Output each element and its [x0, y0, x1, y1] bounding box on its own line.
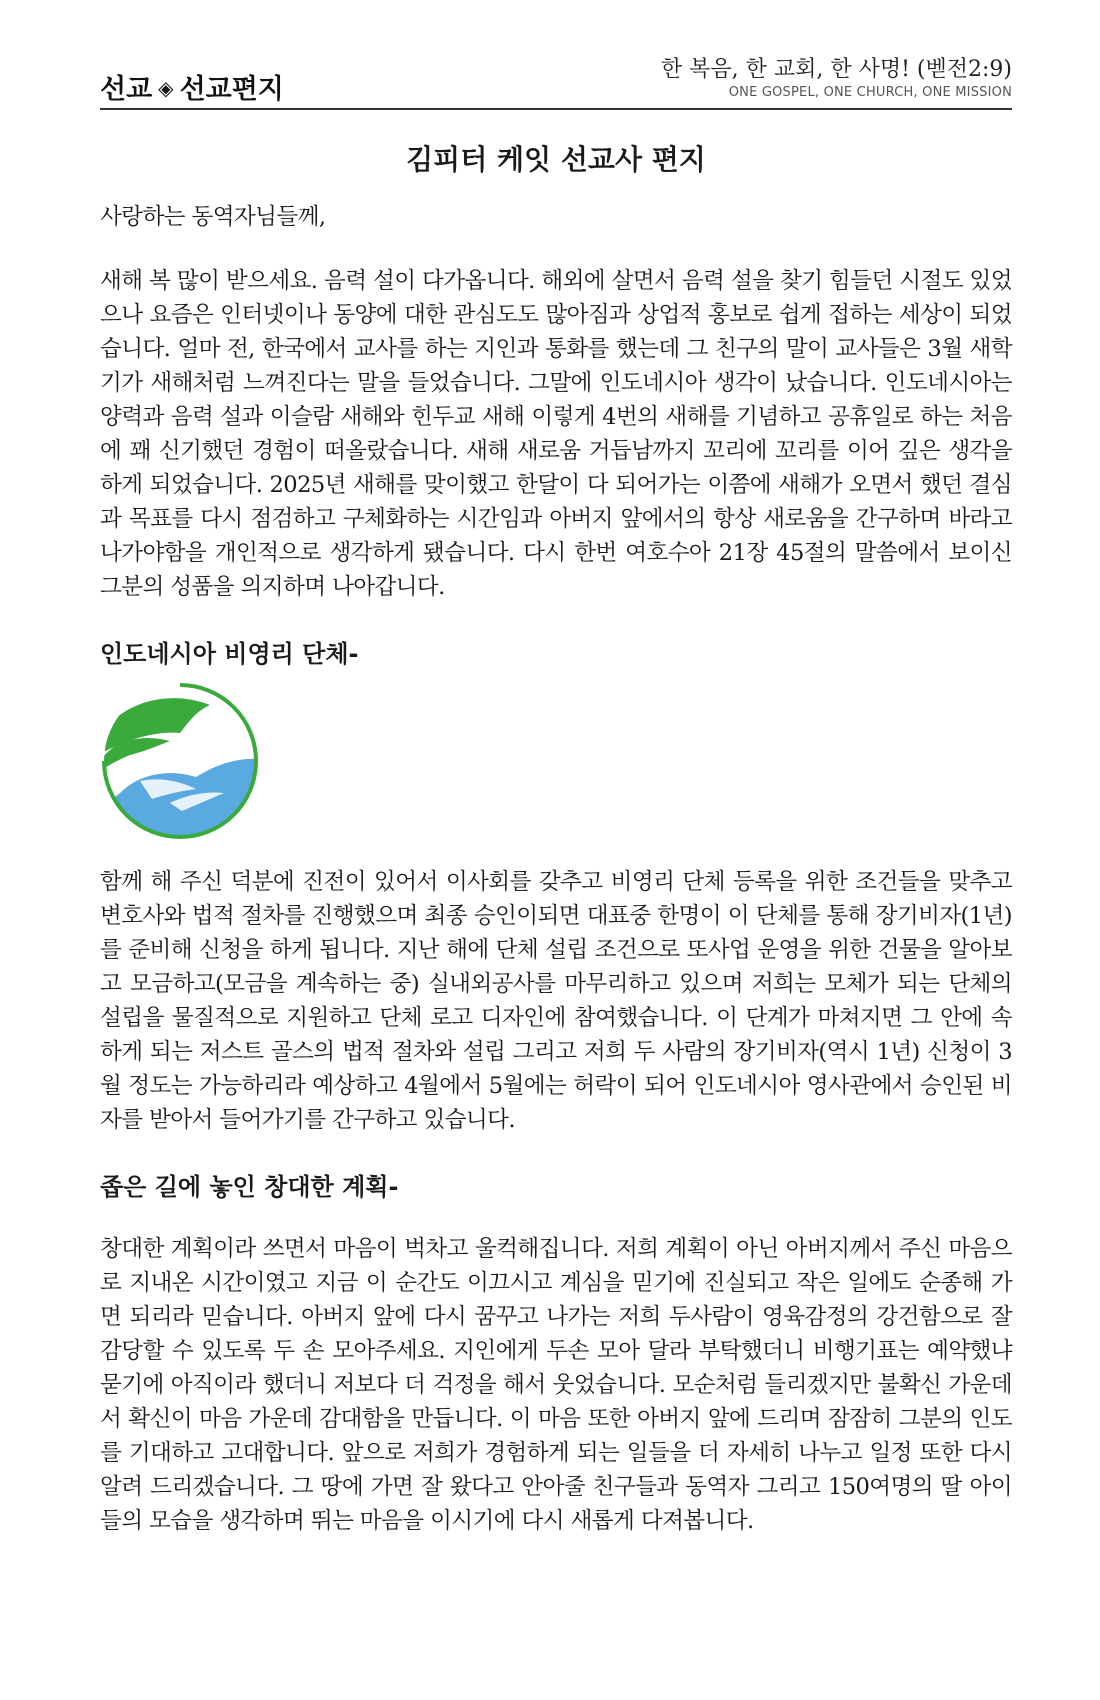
- header-divider: [100, 108, 1012, 110]
- section1-body: 함께 해 주신 덕분에 진전이 있어서 이사회를 갖추고 비영리 단체 등록을 위한 조건들을 맞추고 변호사와 법적 절차를 진행했으며 최종 승인이되면 대표중 한명이 이 단체를 통해 장기비자(1년)를 준비해 신청을 하게 됩니다. 지난 해에 단체 설립 조건으로 또사업 운영을 위한 건물을 알아보고 모금하고(모금을 계속하는 중) 실내외공사를 마무리하고 있으며 저희는 모체가 되는 단체의 설립을 물질적으로 지원하고 단체 로고 디자인에 참여했습니다. 이 단계가 마쳐지면 그 안에 속하게 되는 저스트 골스의 법적 절차와 설립 그리고 저희 두 사람의 장기비자(역시 1년) 신청이 3월 정도는 가능하리라 예상하고 4월에서 5월에는 허락이 되어 인도네시아 영사관에서 승인된 비자를 받아서 들어가기를 간구하고 있습니다.: [100, 869, 1012, 1133]
- subsection-name: 선교편지: [179, 74, 284, 105]
- greeting: 사랑하는 동역자님들께,: [100, 204, 326, 230]
- section2-heading: 좁은 길에 놓인 창대한 계획-: [100, 1173, 399, 1201]
- motto: [661, 52, 1012, 100]
- motto-english: ONE GOSPEL, ONE CHURCH, ONE MISSION: [728, 85, 1012, 100]
- intro-paragraph: 새해 복 많이 받으세요. 음력 설이 다가옵니다. 해외에 살면서 음력 설을 찾기 힘들던 시절도 있었으나 요즘은 인터넷이나 동양에 대한 관심도도 많아짐과 상업적 홍보로 쉽게 접하는 세상이 되었습니다. 얼마 전, 한국에서 교사를 하는 지인과 통화를 했는데 그 친구의 말이 교사들은 3월 새학기가 새해처럼 느껴진다는 말을 들었습니다. 그말에 인도네시아 생각이 났습니다. 인도네시아는 양력과 음력 설과 이슬람 새해와 힌두교 새해 이렇게 4번의 새해를 기념하고 공휴일로 하는 처음에 꽤 신기했던 경험이 떠올랐습니다. 새해 새로움 거듭남까지 꼬리에 꼬리를 이어 깊은 생각을 하게 되었습니다. 2025년 새해를 맞이했고 한달이 다 되어가는 이쯤에 새해가 오면서 했던 결심과 목표를 다시 점검하고 구체화하는 시간임과 아버지 앞에서의 항상 새로움을 간구하며 바라고 나가야함을 개인적으로 생각하게 됐습니다. 다시 한번 여호수아 21장 45절의 말씀에서 보이신 그분의 성품을 의지하며 나아갑니다.: [100, 268, 1012, 600]
- letter-title: 김피터 케잇 선교사 편지: [406, 143, 706, 176]
- letter-content: [100, 138, 1012, 1538]
- diamond-separator-icon: ◈: [158, 76, 174, 100]
- section1-heading: 인도네시아 비영리 단체-: [100, 640, 359, 668]
- section2-body: 창대한 계획이라 쓰면서 마음이 벅차고 울컥해집니다. 저희 계획이 아닌 아버지께서 주신 마음으로 지내온 시간이였고 지금 이 순간도 이끄시고 계심을 믿기에 진실되고 작은 일에도 순종해 가면 되리라 믿습니다. 아버지 앞에 다시 꿈꾸고 나가는 저희 두사람이 영육감정의 강건함으로 잘 감당할 수 있도록 두 손 모아주세요. 지인에게 두손 모아 달라 부탁했더니 비행기표는 예약했냐 묻기에 아직이라 했더니 저보다 더 걱정을 해서 웃었습니다. 모순처럼 들리겠지만 불확신 가운데서 확신이 마음 가운데 감대함을 만듭니다. 이 마음 또한 아버지 앞에 드리며 잠잠히 그분의 인도를 기대하고 고대합니다. 앞으로 저희가 경험하게 되는 일들을 더 자세히 나누고 일정 또한 다시 알려 드리겠습니다. 그 땅에 가면 잘 왔다고 안아줄 친구들과 동역자 그리고 150여명의 딸 아이들의 모습을 생각하며 뛰는 마음을 이시기에 다시 새롭게 다져봅니다.: [100, 1236, 1012, 1534]
- section-label: [100, 67, 284, 106]
- motto-korean: 한 복음, 한 교회, 한 사명! (벧전2:9): [660, 57, 1012, 82]
- page-header: [100, 46, 1012, 110]
- leaf-and-hands-logo-icon: [100, 681, 260, 841]
- section-name: 선교: [100, 74, 153, 105]
